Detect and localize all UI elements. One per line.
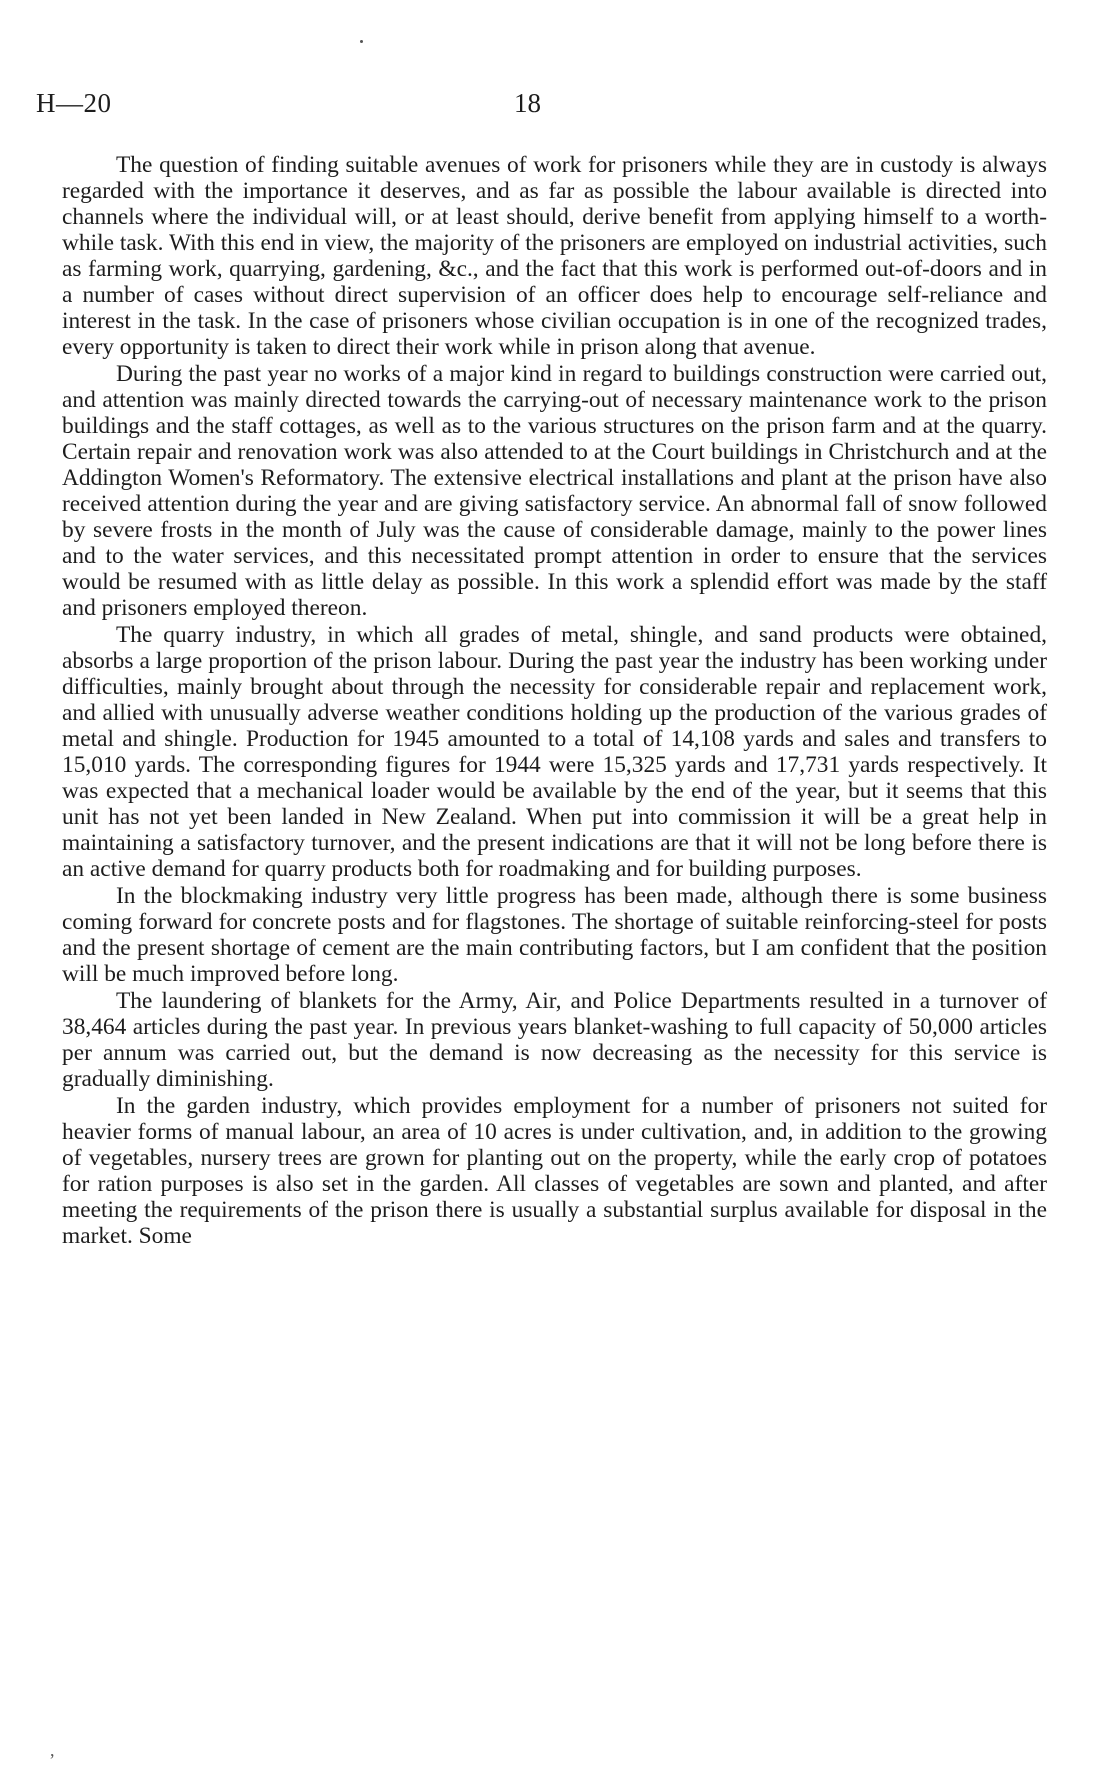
paragraph-quarry-industry: The quarry industry, in which all grades of metal, shingle, and sand products were obtained, absorbs a large proportion of the prison labour. During the past year the industry has been working under difficulties, mainly brought about through the necessity for considerable repair and replacement work, and allied with unusually adverse weather conditions holding up the production of the various grades of metal and shingle. Production for 1945 amounted to a total of 14,108 yards and sales and transfers to 15,010 yards. The corresponding figures for 1944 were 15,325 yards and 17,731 yards respectively. It was expected that a mechanical loader would be available by the end of the year, but it seems that this unit has not yet been landed in New Zealand. When put into commission it will be a great help in maintaining a satisfactory turnover, and the present indications are that it will not be long before there is an active demand for quarry products both for roadmaking and for building purposes. bbox=[62, 622, 1047, 882]
scan-speck bbox=[360, 40, 363, 43]
page-number: 18 bbox=[514, 88, 541, 118]
body-text bbox=[62, 152, 1047, 1249]
paragraph-garden-industry: In the garden industry, which provides employment for a number of prisoners not suited for heavier forms of manual labour, an area of 10 acres is under cultivation, and, in addition to the growing of vegetables, nursery trees are grown for planting out on the property, while the early crop of potatoes for ration purposes is also set in the garden. All classes of vegetables are sown and planted, and after meeting the requirements of the prison there is usually a substantial surplus available for disposal in the market. Some bbox=[62, 1093, 1047, 1249]
paragraph-buildings-maintenance: During the past year no works of a major kind in regard to buildings construction were carried out, and attention was mainly directed towards the carrying-out of necessary maintenance work to the prison buildings and the staff cottages, as well as to the various structures on the prison farm and at the quarry. Certain repair and renovation work was also attended to at the Court buildings in Christchurch and at the Addington Women's Reformatory. The extensive electrical installations and plant at the prison have also received attention during the year and are giving satisfactory service. An abnormal fall of snow followed by severe frosts in the month of July was the cause of considerable damage, mainly to the power lines and to the water services, and this necessitated prompt attention in order to ensure that the services would be resumed with as little delay as possible. In this work a splendid effort was made by the staff and prisoners employed thereon. bbox=[62, 361, 1047, 621]
paragraph-blanket-laundering: The laundering of blankets for the Army, Air, and Police Departments resulted in a turnover of 38,464 articles during the past year. In previous years blanket-washing to full capacity of 50,000 articles per annum was carried out, but the demand is now decreasing as the necessity for this service is gradually diminishing. bbox=[62, 988, 1047, 1092]
report-reference: H—20 bbox=[36, 88, 112, 118]
scan-mark: , bbox=[50, 1740, 55, 1760]
paragraph-blockmaking-industry: In the blockmaking industry very little progress has been made, although there is some business coming forward for concrete posts and for flagstones. The shortage of suitable reinforcing-steel for posts and the present shortage of cement are the main contributing factors, but I am confident that the position will be much improved before long. bbox=[62, 883, 1047, 987]
paragraph-work-avenues: The question of finding suitable avenues of work for prisoners while they are in custody is always regarded with the importance it deserves, and as far as possible the labour available is directed into channels where the individual will, or at least should, derive benefit from applying himself to a worth-while task. With this end in view, the majority of the prisoners are employed on industrial activities, such as farming work, quarrying, gardening, &c., and the fact that this work is performed out-of-doors and in a number of cases without direct supervision of an officer does help to encourage self-reliance and interest in the task. In the case of prisoners whose civilian occupation is in one of the recognized trades, every opportunity is taken to direct their work while in prison along that avenue. bbox=[62, 152, 1047, 360]
